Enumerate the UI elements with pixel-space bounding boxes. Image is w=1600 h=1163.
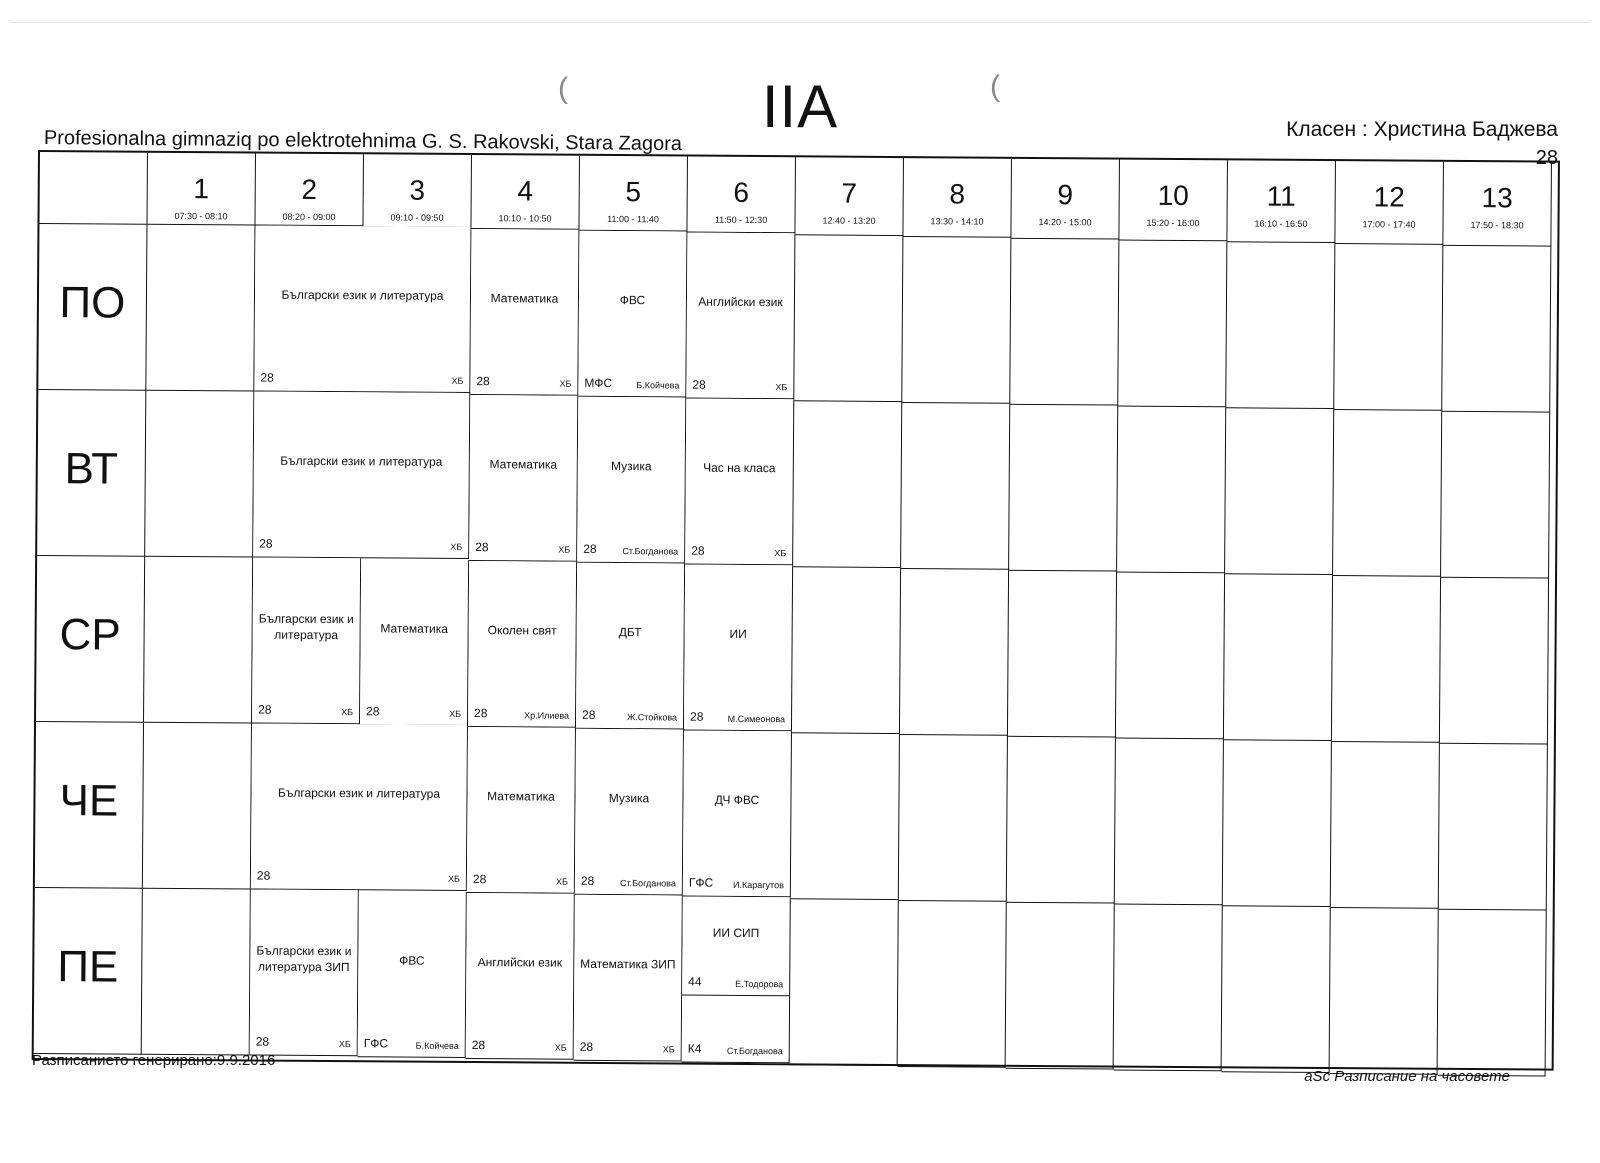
lesson-room: 28 (255, 1034, 270, 1049)
lesson-teacher: Ст.Богданова (726, 1045, 783, 1057)
lesson-room: 28 (691, 543, 705, 558)
period-number: 10 (1157, 179, 1189, 212)
lesson-room: 28 (366, 704, 380, 719)
lesson-group-a[interactable] (682, 897, 790, 997)
empty-slot (1009, 405, 1118, 572)
lesson-teacher: ХБ (559, 378, 572, 389)
empty-slot (1331, 742, 1440, 909)
lesson-teacher: ХБ (341, 707, 354, 718)
software-credit: aSc Разписание на часовете (1304, 1068, 1510, 1085)
lesson-room: 28 (580, 873, 595, 888)
period-header (471, 155, 580, 230)
period-time: 11:00 - 11:40 (607, 213, 659, 225)
empty-slot (899, 735, 1008, 902)
class-room: 28 (1535, 147, 1558, 169)
period-header (1335, 161, 1444, 245)
period-header (1227, 160, 1336, 243)
lesson-cell[interactable] (682, 897, 791, 1064)
empty-slot (790, 899, 899, 1066)
lesson-teacher: ХБ (451, 375, 464, 386)
empty-slot (1439, 744, 1548, 911)
empty-slot (1118, 241, 1227, 408)
lesson-teacher: Хр.Илиева (524, 710, 570, 721)
lesson-cell[interactable] (575, 729, 684, 896)
lesson-room: 28 (471, 1038, 486, 1053)
lesson-subject: Български език и литература (277, 785, 441, 801)
period-number: 11 (1266, 180, 1296, 212)
lesson-subject: Музика (610, 458, 652, 473)
punch-hole-mark: ( (558, 72, 568, 105)
lesson-subject: ДБТ (618, 624, 642, 639)
empty-slot (1226, 242, 1335, 409)
period-time: 17:50 - 18:30 (1470, 220, 1524, 231)
day-name: ПО (59, 278, 126, 328)
lesson-teacher: ХБ (558, 544, 571, 555)
empty-slot (1441, 412, 1550, 579)
period-time: 10:10 - 10:50 (498, 213, 552, 224)
lesson-subject: Английски език (698, 294, 783, 309)
class-title: IIA (761, 73, 839, 140)
day-label (37, 390, 146, 557)
period-header (255, 154, 364, 227)
lesson-room: 28 (582, 707, 596, 722)
empty-slot (1332, 576, 1441, 743)
paper-edge (10, 22, 1590, 30)
period-time: 08:20 - 09:00 (282, 211, 336, 223)
period-number: 7 (841, 177, 858, 209)
empty-slot (145, 391, 254, 558)
day-name: ПЕ (57, 942, 119, 992)
period-number: 12 (1373, 181, 1405, 213)
lesson-room: 28 (472, 872, 487, 887)
empty-slot (1334, 244, 1443, 411)
empty-slot (1438, 910, 1547, 1077)
empty-slot (142, 889, 251, 1056)
day-label (36, 556, 145, 723)
empty-slot (898, 901, 1007, 1068)
grid-corner (39, 152, 148, 225)
lesson-subject: Математика (489, 456, 558, 472)
day-name: СР (59, 610, 121, 660)
lesson-cell[interactable] (468, 561, 577, 728)
lesson-cell[interactable] (467, 727, 576, 894)
lesson-subject: ФВС (399, 953, 425, 968)
empty-slot (146, 225, 255, 392)
day-name: ЧЕ (59, 776, 119, 826)
empty-slot (144, 557, 253, 724)
period-number: 9 (1057, 179, 1074, 211)
lesson-room: 28 (692, 377, 706, 392)
period-header (903, 158, 1012, 238)
empty-slot (900, 569, 1009, 736)
empty-slot (1008, 571, 1117, 738)
lesson-teacher: ХБ (450, 541, 463, 552)
empty-slot (1440, 578, 1549, 745)
period-time: 07:30 - 08:10 (174, 210, 228, 222)
lesson-room: 28 (476, 374, 490, 389)
empty-slot (792, 567, 901, 734)
lesson-room: 44 (688, 974, 702, 989)
lesson-cell[interactable] (685, 399, 794, 566)
lesson-cell[interactable] (577, 397, 686, 564)
empty-slot (1010, 239, 1119, 406)
period-time: 14:20 - 15:00 (1038, 216, 1092, 228)
lesson-subject: Математика (487, 788, 555, 804)
lesson-subject: Български език и литература ЗИП (256, 943, 352, 974)
period-number: 8 (949, 178, 966, 210)
lesson-cell[interactable] (576, 563, 685, 730)
period-number: 2 (301, 173, 318, 205)
lesson-cell[interactable] (469, 395, 578, 562)
day-label (34, 888, 143, 1055)
lesson-subject: Математика (380, 620, 449, 636)
lesson-room: МФС (584, 375, 613, 391)
lesson-room: 28 (475, 540, 489, 555)
lesson-cell[interactable] (250, 890, 359, 1057)
empty-slot (1442, 246, 1551, 413)
lesson-subject: Български език и литература (280, 453, 443, 469)
lesson-cell[interactable] (470, 229, 579, 396)
lesson-teacher: Ст.Богданова (620, 878, 676, 889)
lesson-cell[interactable] (358, 891, 467, 1058)
lesson-cell[interactable] (683, 731, 792, 898)
lesson-teacher: И.Карагутов (733, 879, 784, 891)
empty-slot (791, 733, 900, 900)
empty-slot (902, 237, 1011, 404)
period-number: 5 (625, 176, 642, 208)
lesson-cell[interactable] (253, 392, 470, 560)
lesson-subject: ДЧ ФВС (714, 792, 760, 807)
lesson-room: 28 (258, 702, 272, 717)
lesson-subject: Математика ЗИП (580, 956, 676, 971)
lesson-cell[interactable] (574, 895, 683, 1062)
lesson-room: К4 (687, 1041, 702, 1056)
lesson-cell[interactable] (360, 559, 469, 726)
lesson-cell[interactable] (684, 565, 793, 732)
lesson-cell[interactable] (252, 558, 361, 725)
empty-slot (794, 235, 903, 402)
lesson-room: 28 (583, 541, 597, 556)
lesson-subject: Музика (608, 790, 650, 805)
lesson-teacher: Б.Койчева (415, 1040, 459, 1051)
lesson-room: 28 (256, 868, 271, 883)
period-number: 13 (1481, 182, 1513, 214)
empty-slot (1333, 410, 1442, 577)
empty-slot (1114, 905, 1223, 1072)
lesson-subject: Български език и литература (281, 287, 444, 303)
lesson-cell[interactable] (254, 226, 471, 394)
lesson-teacher: ХБ (662, 1044, 675, 1055)
lesson-teacher: ХБ (555, 876, 568, 887)
day-label (35, 722, 144, 889)
period-header (1443, 162, 1552, 247)
empty-slot (1225, 408, 1334, 575)
lesson-room: ГФС (688, 875, 714, 890)
empty-slot (1222, 906, 1331, 1073)
empty-slot (1223, 740, 1332, 907)
period-time: 15:20 - 16:00 (1146, 217, 1200, 229)
class-teacher: Класен : Христина Баджева (1286, 118, 1558, 141)
timetable-wrap (32, 150, 1560, 1071)
empty-slot (1115, 739, 1224, 906)
timetable-grid (32, 150, 1560, 1071)
lesson-teacher: ХБ (447, 873, 460, 884)
period-header (687, 157, 796, 234)
lesson-teacher: ХБ (774, 548, 787, 559)
period-header (147, 153, 256, 226)
period-time: 16:10 - 16:50 (1254, 218, 1308, 229)
empty-slot (1224, 574, 1333, 741)
lesson-subject: Околен свят (487, 622, 557, 638)
empty-slot (1006, 903, 1115, 1070)
period-header (1011, 159, 1120, 240)
lesson-room: 28 (259, 536, 273, 551)
period-time: 17:00 - 17:40 (1362, 219, 1416, 230)
period-number: 4 (517, 175, 534, 207)
lesson-group-b[interactable] (682, 996, 789, 1063)
lesson-teacher: Ж.Стойкова (626, 712, 678, 723)
lesson-room: 28 (260, 370, 274, 385)
lesson-room: 28 (690, 709, 704, 724)
lesson-subject: Час на класа (703, 460, 776, 475)
lesson-subject: Математика (490, 290, 559, 306)
lesson-teacher: ХБ (554, 1042, 567, 1053)
lesson-cell[interactable] (251, 724, 468, 892)
lesson-teacher: ХБ (775, 382, 788, 393)
lesson-subject: Български език и литература (258, 611, 354, 642)
lesson-room: 28 (474, 706, 488, 721)
empty-slot (793, 401, 902, 568)
lesson-teacher: М.Симеонова (727, 713, 786, 725)
lesson-cell[interactable] (578, 231, 687, 398)
lesson-cell[interactable] (686, 233, 795, 400)
empty-slot (143, 723, 252, 890)
lesson-subject: ИИ (729, 626, 747, 641)
period-time: 13:30 - 14:10 (930, 216, 984, 227)
period-number: 3 (409, 174, 426, 206)
day-label (38, 224, 147, 391)
day-name: ВТ (64, 444, 119, 494)
period-number: 6 (733, 176, 750, 208)
lesson-subject: Английски език (477, 954, 563, 970)
lesson-teacher: ХБ (449, 708, 462, 719)
lesson-room: ГФС (363, 1036, 389, 1051)
lesson-teacher: ХБ (338, 1039, 351, 1050)
empty-slot (1116, 573, 1225, 740)
lesson-room: 28 (579, 1039, 594, 1054)
empty-slot (1117, 407, 1226, 574)
period-header (1119, 160, 1228, 242)
lesson-teacher: Ст.Богданова (622, 546, 679, 557)
generated-date: Разписанието генерирано:9.9.2016 (32, 1052, 276, 1069)
period-number: 1 (193, 173, 210, 205)
empty-slot (1007, 737, 1116, 904)
empty-slot (901, 403, 1010, 570)
period-time: 09:10 - 09:50 (390, 212, 444, 223)
lesson-subject: ФВС (619, 292, 646, 307)
school-name: Profesionalna gimnaziq po elektrotehnima G. S. Rakovski, Stara Zagora (43, 127, 683, 156)
period-header (579, 156, 688, 232)
lesson-teacher: Е.Тодорова (735, 978, 784, 990)
period-time: 11:50 - 12:30 (714, 214, 768, 226)
lesson-subject: ИИ СИП (712, 925, 760, 941)
punch-hole-mark: ( (990, 70, 1000, 103)
empty-slot (1330, 908, 1439, 1075)
lesson-cell[interactable] (466, 893, 575, 1060)
period-header (795, 157, 904, 236)
period-time: 12:40 - 13:20 (822, 215, 876, 226)
lesson-teacher: Б.Койчева (636, 380, 680, 391)
period-header (363, 154, 472, 228)
